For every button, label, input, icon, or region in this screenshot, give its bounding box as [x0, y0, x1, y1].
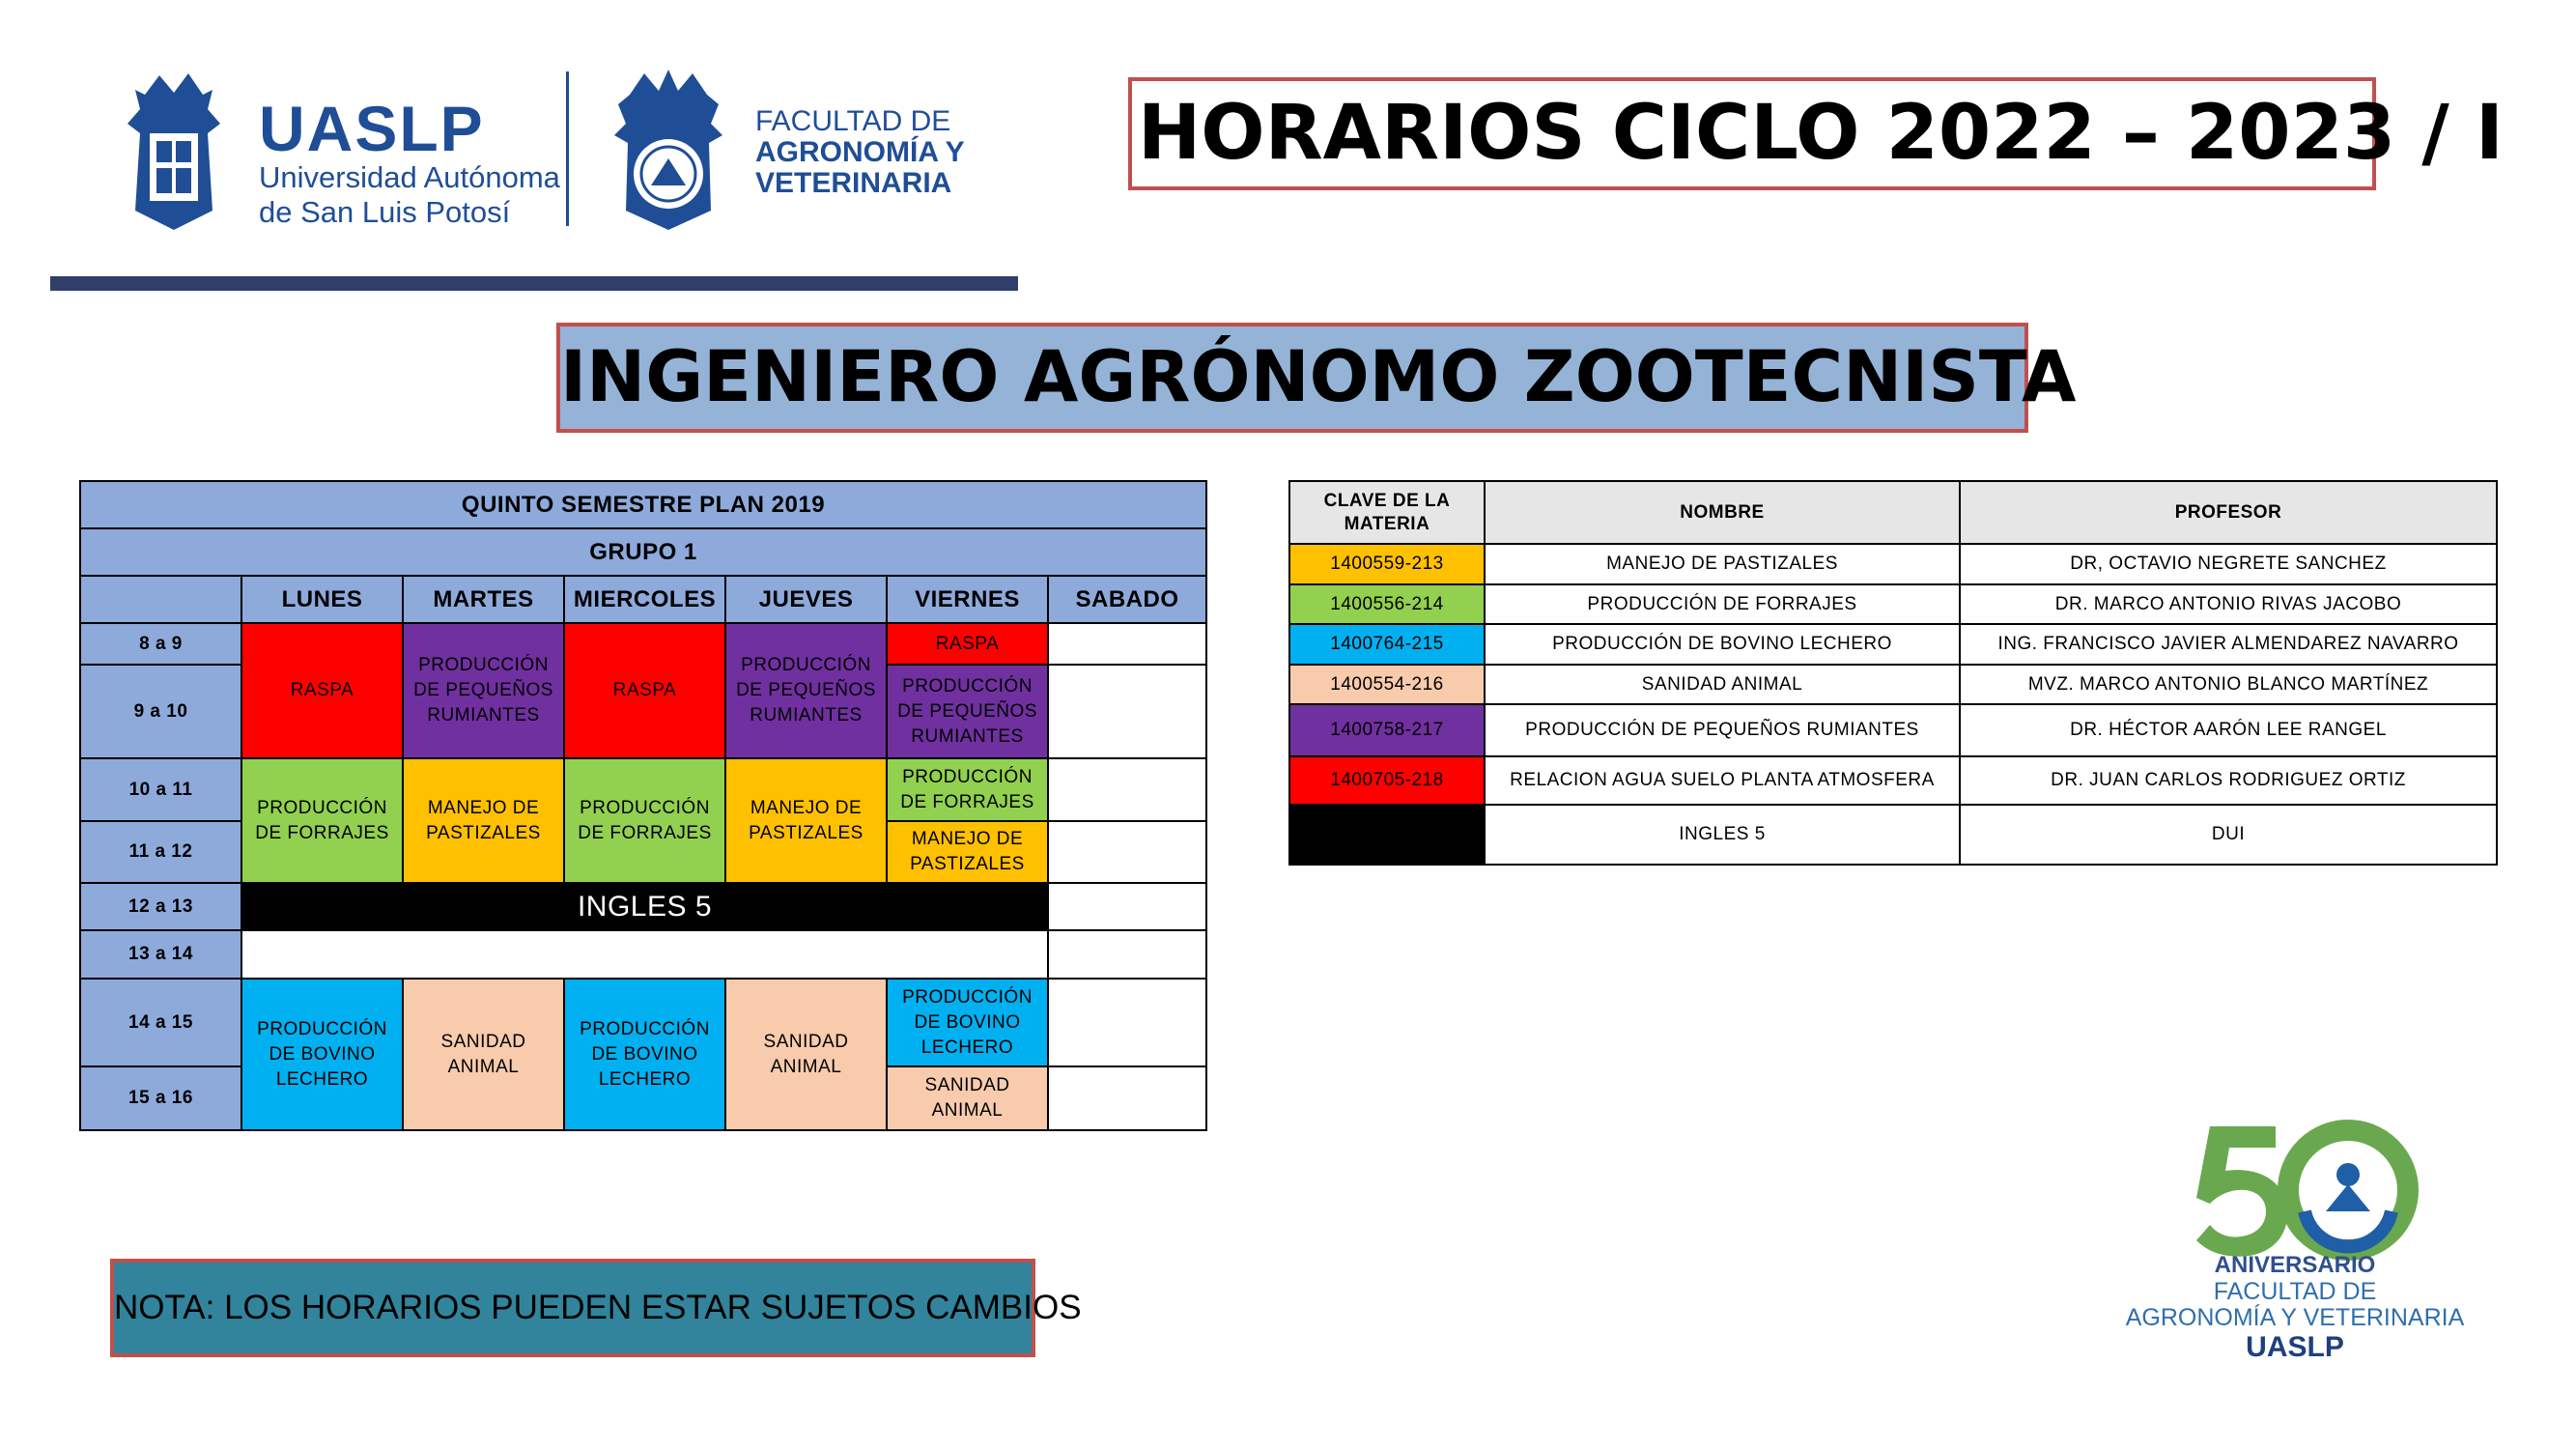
subject-name: INGLES 5: [1484, 804, 1961, 866]
empty-slot: [1047, 664, 1207, 759]
anniversary-line4: UASLP: [2246, 1331, 2344, 1363]
subject-professor: MVZ. MARCO ANTONIO BLANCO MARTÍNEZ: [1959, 664, 2498, 705]
schedule-table: [79, 480, 1207, 1131]
subject-code: 1400758-217: [1288, 703, 1486, 757]
faculty-eagle-crest-icon: [591, 66, 746, 232]
empty-slot: [241, 929, 1049, 980]
subject-professor: DUI: [1959, 804, 2498, 866]
time-slot: 13 a 14: [79, 929, 242, 980]
class-block-sanidad-animal: SANIDAD ANIMAL: [402, 978, 565, 1131]
class-block-ingles: INGLES 5: [241, 882, 1049, 931]
day-header-sabado: SABADO: [1047, 575, 1207, 624]
time-slot: 11 a 12: [79, 820, 242, 884]
subject-code: 1400556-214: [1288, 583, 1486, 625]
uaslp-acronym: UASLP: [259, 93, 485, 164]
class-block-pastizales: MANEJO DE PASTIZALES: [724, 757, 888, 884]
program-title: INGENIERO AGRÓNOMO ZOOTECNISTA: [556, 323, 2028, 433]
class-block-pequenos-rumiantes: PRODUCCIÓN DE PEQUEÑOS RUMIANTES: [886, 664, 1049, 759]
subject-name: RELACION AGUA SUELO PLANTA ATMOSFERA: [1484, 755, 1961, 806]
schedule-title: QUINTO SEMESTRE PLAN 2019: [79, 480, 1207, 529]
class-block-forrajes: PRODUCCIÓN DE FORRAJES: [241, 757, 404, 884]
empty-slot: [1047, 929, 1207, 980]
subject-code: 1400559-213: [1288, 543, 1486, 585]
subjects-header-professor: PROFESOR: [1959, 480, 2498, 545]
header-rule: [50, 276, 1018, 291]
subject-professor: DR. MARCO ANTONIO RIVAS JACOBO: [1959, 583, 2498, 625]
time-slot: 10 a 11: [79, 757, 242, 822]
faculty-line3: VETERINARIA: [755, 167, 952, 199]
subject-code: 1400764-215: [1288, 623, 1486, 666]
class-block-pequenos-rumiantes: PRODUCCIÓN DE PEQUEÑOS RUMIANTES: [724, 622, 888, 759]
schedule-note: NOTA: LOS HORARIOS PUEDEN ESTAR SUJETOS CAMBIOS: [110, 1259, 1035, 1357]
class-block-raspa: RASPA: [241, 622, 404, 759]
day-header-miercoles: MIERCOLES: [563, 575, 726, 624]
schedule-group: GRUPO 1: [79, 527, 1207, 577]
time-slot: 8 a 9: [79, 622, 242, 666]
class-block-pastizales: MANEJO DE PASTIZALES: [402, 757, 565, 884]
time-slot: 15 a 16: [79, 1065, 242, 1131]
subject-code: [1288, 804, 1486, 866]
class-block-pequenos-rumiantes: PRODUCCIÓN DE PEQUEÑOS RUMIANTES: [402, 622, 565, 759]
subjects-header-code: CLAVE DE LA MATERIA: [1288, 480, 1486, 545]
uaslp-name-line2: de San Luis Potosí: [259, 195, 511, 229]
empty-slot: [1047, 882, 1207, 931]
class-block-raspa: RASPA: [563, 622, 726, 759]
class-block-pastizales: MANEJO DE PASTIZALES: [886, 820, 1049, 884]
logo-divider: [566, 71, 569, 226]
day-header-jueves: JUEVES: [724, 575, 888, 624]
empty-slot: [1047, 978, 1207, 1067]
faculty-line1: FACULTAD DE: [755, 105, 951, 137]
subject-name: SANIDAD ANIMAL: [1484, 664, 1961, 705]
subject-code: 1400705-218: [1288, 755, 1486, 806]
class-block-sanidad-animal: SANIDAD ANIMAL: [724, 978, 888, 1131]
uaslp-name-line1: Universidad Autónoma: [259, 160, 560, 194]
anniversary-line2: FACULTAD DE: [2213, 1278, 2377, 1305]
subject-code: 1400554-216: [1288, 664, 1486, 705]
class-block-sanidad-animal: SANIDAD ANIMAL: [886, 1065, 1049, 1131]
faculty-line2: AGRONOMÍA Y: [755, 136, 965, 168]
subjects-header-name: NOMBRE: [1484, 480, 1961, 545]
empty-slot: [1047, 757, 1207, 822]
empty-slot: [1047, 622, 1207, 666]
empty-slot: [1047, 1065, 1207, 1131]
day-header-martes: MARTES: [402, 575, 565, 624]
day-header-lunes: LUNES: [241, 575, 404, 624]
cycle-title: HORARIOS CICLO 2022 – 2023 / I: [1128, 77, 2376, 190]
class-block-bovino-lechero: PRODUCCIÓN DE BOVINO LECHERO: [241, 978, 404, 1131]
subject-professor: DR. JUAN CARLOS RODRIGUEZ ORTIZ: [1959, 755, 2498, 806]
class-block-forrajes: PRODUCCIÓN DE FORRAJES: [563, 757, 726, 884]
day-header-corner: [79, 575, 242, 624]
anniversary-wordmark: [2121, 1252, 2469, 1364]
subject-professor: DR, OCTAVIO NEGRETE SANCHEZ: [1959, 543, 2498, 585]
class-block-forrajes: PRODUCCIÓN DE FORRAJES: [886, 757, 1049, 822]
subject-name: PRODUCCIÓN DE PEQUEÑOS RUMIANTES: [1484, 703, 1961, 757]
subject-professor: ING. FRANCISCO JAVIER ALMENDAREZ NAVARRO: [1959, 623, 2498, 666]
class-block-raspa: RASPA: [886, 622, 1049, 666]
class-block-bovino-lechero: PRODUCCIÓN DE BOVINO LECHERO: [563, 978, 726, 1131]
class-block-bovino-lechero: PRODUCCIÓN DE BOVINO LECHERO: [886, 978, 1049, 1067]
subject-name: MANEJO DE PASTIZALES: [1484, 543, 1961, 585]
subject-name: PRODUCCIÓN DE BOVINO LECHERO: [1484, 623, 1961, 666]
anniversary-line1: ANIVERSARIO: [2214, 1252, 2376, 1278]
anniversary-line3: AGRONOMÍA Y VETERINARIA: [2125, 1304, 2465, 1331]
empty-slot: [1047, 820, 1207, 884]
uaslp-wordmark: [259, 93, 560, 230]
day-header-viernes: VIERNES: [886, 575, 1049, 624]
time-slot: 14 a 15: [79, 978, 242, 1067]
time-slot: 12 a 13: [79, 882, 242, 931]
time-slot: 9 a 10: [79, 664, 242, 759]
faculty-wordmark: [755, 106, 965, 199]
subject-professor: DR. HÉCTOR AARÓN LEE RANGEL: [1959, 703, 2498, 757]
subject-name: PRODUCCIÓN DE FORRAJES: [1484, 583, 1961, 625]
subjects-table: [1288, 480, 2498, 866]
